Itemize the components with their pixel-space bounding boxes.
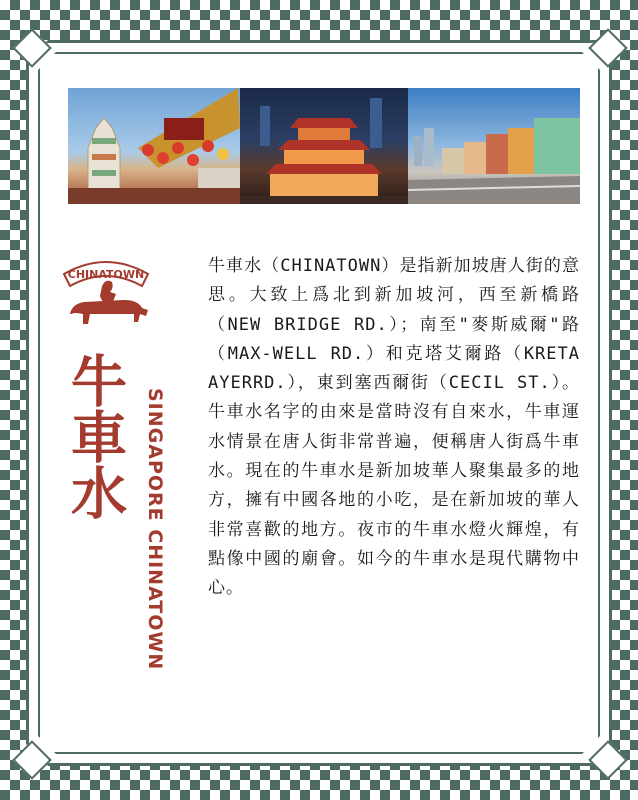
logo-badge-text: CHINATOWN bbox=[67, 268, 145, 281]
photo-temple-street bbox=[68, 88, 240, 204]
chinatown-logo bbox=[58, 252, 154, 344]
description-paragraph: 牛車水（CHINATOWN）是指新加坡唐人街的意思。大致上爲北到新加坡河，西至新橋路（NEW BRIDGE RD.）；南至"麥斯威爾"路（MAX-WELL RD.）和克塔艾爾路（KRETA AYERRD.），東到塞西爾街（CECIL ST.）。牛車水名字的由來是當時沒有自來水，牛車運水情景在唐人街非常普遍，便稱唐人街爲牛車水。現在的牛車水是新加坡華人聚集最多的地方，擁有中國各地的小吃，是在新加坡的華人非常喜歡的地方。夜市的牛車水燈火輝煌，有點像中國的廟會。如今的牛車水是現代購物中心。 bbox=[208, 256, 580, 599]
photo-tooth-relic-temple bbox=[240, 88, 408, 204]
ox-cart-logo-icon bbox=[58, 252, 154, 344]
photo-shophouses-street bbox=[408, 88, 580, 204]
subtitle-vertical: SINGAPORE CHINATOWN bbox=[144, 388, 166, 671]
shophouses-illustration bbox=[408, 88, 580, 204]
temple-street-illustration bbox=[68, 88, 240, 204]
tooth-relic-temple-illustration bbox=[240, 88, 408, 204]
title-vertical: 牛車水 bbox=[62, 352, 128, 520]
